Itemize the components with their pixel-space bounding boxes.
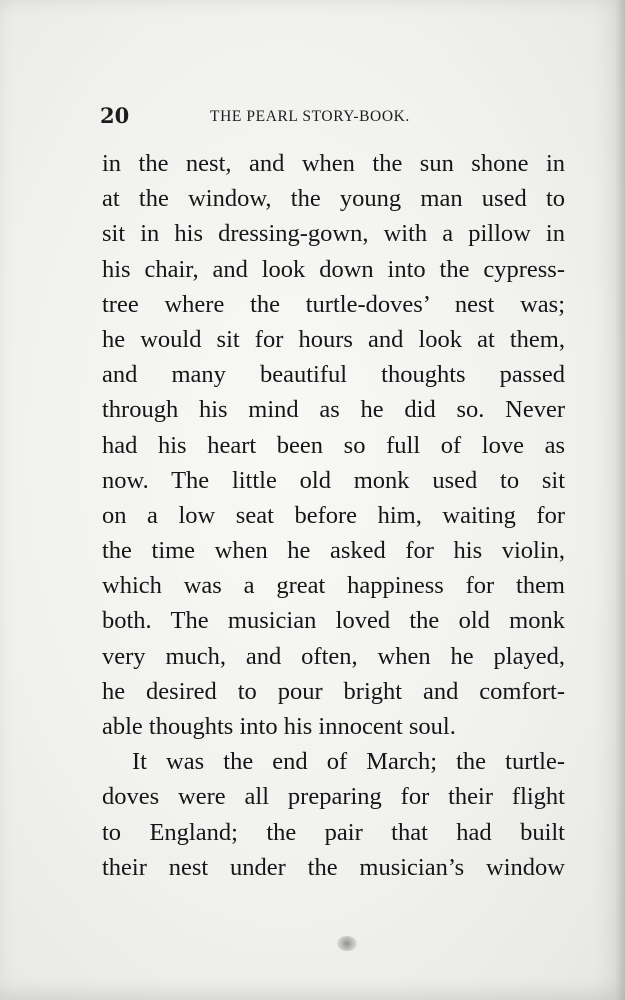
text-line: which was a great happiness for them: [102, 572, 565, 600]
text-line: It was the end of March; the turtle-: [132, 748, 565, 776]
text-line: his chair, and look down into the cypress-: [102, 255, 565, 283]
text-line: on a low seat before him, waiting for: [102, 501, 565, 529]
page-number: 20: [100, 103, 130, 128]
text-line: able thoughts into his innocent soul.: [102, 713, 456, 740]
text-line: both. The musician loved the old monk: [102, 607, 565, 635]
text-line: their nest under the musician’s window: [102, 853, 565, 881]
text-line: now. The little old monk used to sit: [102, 466, 565, 494]
text-line: he desired to pour bright and comfort-: [102, 677, 565, 705]
text-line: to England; the pair that had built: [102, 818, 565, 846]
text-line: the time when he asked for his violin,: [102, 537, 565, 565]
text-line: and many beautiful thoughts passed: [102, 361, 565, 389]
ink-smudge: [337, 936, 357, 951]
text-line: sit in his dressing-gown, with a pillow in: [102, 220, 565, 248]
text-line: in the nest, and when the sun shone in: [102, 150, 565, 177]
text-line: through his mind as he did so. Never: [102, 396, 565, 424]
body-text: [102, 146, 565, 885]
text-line: tree where the turtle-doves’ nest was;: [102, 290, 565, 318]
running-title: THE PEARL STORY-BOOK.: [210, 108, 410, 125]
text-line: very much, and often, when he played,: [102, 642, 565, 670]
paragraph-2: [102, 744, 565, 885]
running-head: [100, 103, 565, 133]
text-line: at the window, the young man used to: [102, 185, 565, 213]
text-line: had his heart been so full of love as: [102, 431, 565, 459]
text-line: he would sit for hours and look at them,: [102, 325, 565, 353]
text-line: doves were all preparing for their flight: [102, 783, 565, 811]
paragraph-1: [102, 146, 565, 744]
